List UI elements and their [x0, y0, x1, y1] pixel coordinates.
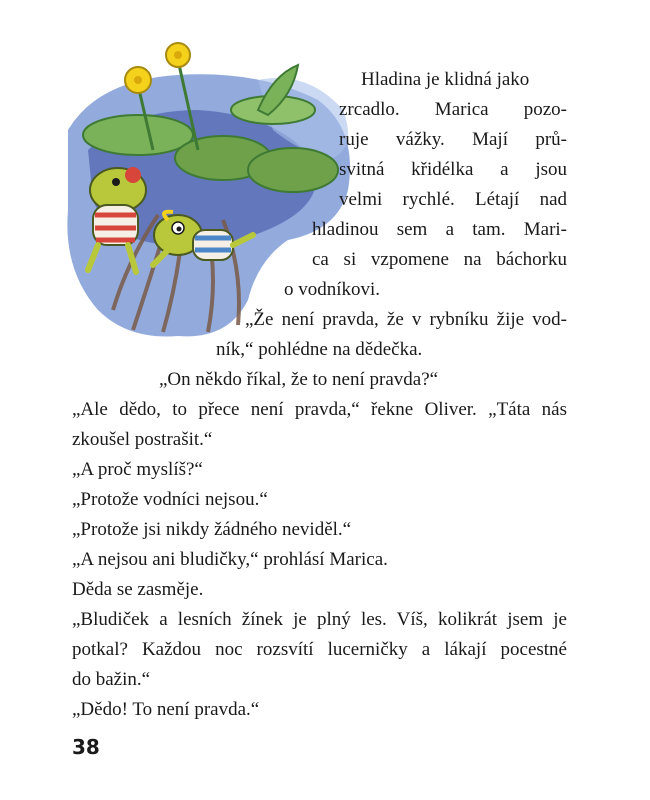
text-line: „Protože vodníci nejsou.“	[72, 489, 268, 510]
text-line: „Dědo! To není pravda.“	[72, 699, 260, 720]
text-line: ruje vážky. Mají prů-	[339, 129, 567, 150]
text-line: svitná křidélka a jsou	[339, 159, 567, 180]
text-line: velmi rychlé. Létají nad	[339, 189, 567, 210]
text-line: ník,“ pohlédne na dědečka.	[216, 339, 423, 360]
text-line: Hladina je klidná jako	[361, 69, 530, 90]
text-line: zkoušel postrašit.“	[72, 429, 213, 450]
page-number: 38	[72, 735, 100, 759]
text-line: „A nejsou ani bludičky,“ prohlásí Marica.	[72, 549, 388, 570]
text-line: „Ale dědo, to přece není pravda,“ řekne Oliver. „Táta nás	[72, 399, 567, 420]
text-line: ca si vzpomene na báchorku	[312, 249, 567, 270]
text-line: zrcadlo. Marica pozo-	[339, 99, 567, 120]
text-line: „Protože jsi nikdy žádného neviděl.“	[72, 519, 352, 540]
text-line: „On někdo říkal, že to není pravda?“	[159, 369, 439, 390]
text-line: do bažin.“	[72, 669, 151, 690]
text-line: „Že není pravda, že v rybníku žije vod-	[245, 309, 567, 330]
text-line: potkal? Každou noc rozsvítí lucerničky a lákají pocestné	[72, 639, 567, 660]
text-line: o vodníkovi.	[284, 279, 381, 300]
text-line: „A proč myslíš?“	[72, 459, 203, 480]
text-line: hladinou sem a tam. Mari-	[312, 219, 567, 240]
text-line: „Bludiček a lesních žínek je plný les. Víš, kolikrát jsem je	[72, 609, 567, 630]
text-line: Děda se zasměje.	[72, 579, 204, 600]
